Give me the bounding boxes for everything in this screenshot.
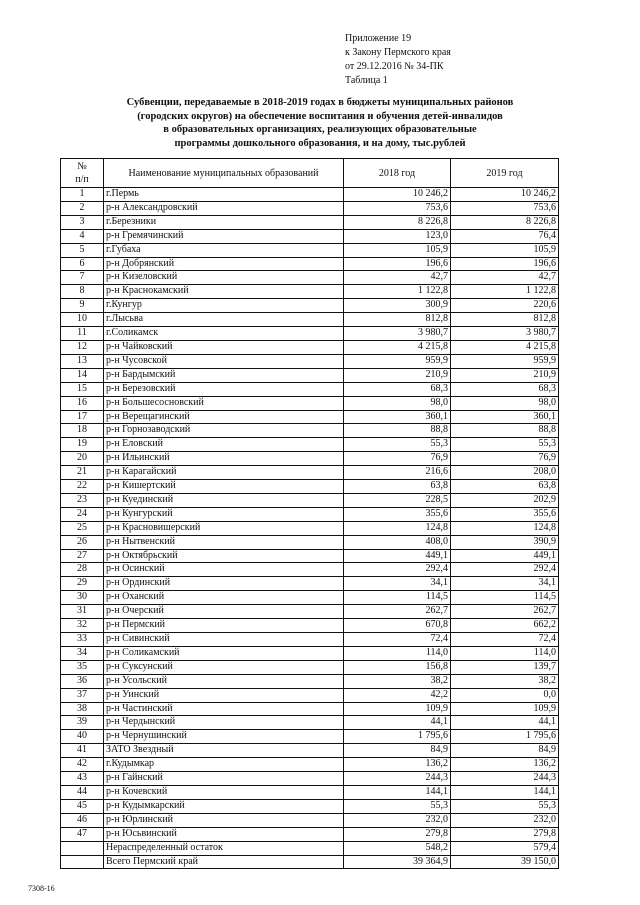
row-name: р-н Ильинский: [104, 452, 344, 466]
table-row: [61, 619, 559, 633]
row-value-2018: 39 364,9: [344, 855, 451, 869]
row-value-2018: 4 215,8: [344, 340, 451, 354]
row-number: 1: [61, 188, 104, 202]
row-name: Нераспределенный остаток: [104, 841, 344, 855]
row-value-2019: 84,9: [451, 744, 559, 758]
table-row: [61, 744, 559, 758]
row-value-2019: 38,2: [451, 674, 559, 688]
table-row: [61, 299, 559, 313]
row-value-2019: 220,6: [451, 299, 559, 313]
row-name: р-н Гайнский: [104, 772, 344, 786]
row-name: р-н Чусовской: [104, 354, 344, 368]
row-name: г.Губаха: [104, 243, 344, 257]
row-number: 40: [61, 730, 104, 744]
row-name: р-н Чердынский: [104, 716, 344, 730]
table-row: [61, 313, 559, 327]
row-value-2018: 98,0: [344, 396, 451, 410]
row-value-2019: 244,3: [451, 772, 559, 786]
row-name: Всего Пермский край: [104, 855, 344, 869]
row-name: р-н Ординский: [104, 577, 344, 591]
row-name: г.Березники: [104, 215, 344, 229]
row-name: р-н Куединский: [104, 493, 344, 507]
row-number: 23: [61, 493, 104, 507]
row-name: р-н Чайковский: [104, 340, 344, 354]
table-row: [61, 452, 559, 466]
row-name: р-н Кочевский: [104, 785, 344, 799]
row-value-2018: 105,9: [344, 243, 451, 257]
table-row: [61, 271, 559, 285]
row-value-2018: 1 122,8: [344, 285, 451, 299]
row-value-2018: 449,1: [344, 549, 451, 563]
row-value-2019: 76,9: [451, 452, 559, 466]
row-value-2018: 959,9: [344, 354, 451, 368]
row-value-2019: 105,9: [451, 243, 559, 257]
table-row: [61, 688, 559, 702]
row-value-2018: 84,9: [344, 744, 451, 758]
row-value-2018: 670,8: [344, 619, 451, 633]
table-row: [61, 660, 559, 674]
row-name: р-н Осинский: [104, 563, 344, 577]
table-row: [61, 493, 559, 507]
row-number: 3: [61, 215, 104, 229]
row-number: 17: [61, 410, 104, 424]
row-value-2019: 88,8: [451, 424, 559, 438]
table-row: [61, 382, 559, 396]
table-row: [61, 285, 559, 299]
row-name: р-н Суксунский: [104, 660, 344, 674]
document-title: [60, 96, 580, 150]
row-value-2019: 144,1: [451, 785, 559, 799]
header-num-abbr: п/п: [75, 174, 89, 185]
row-value-2019: 390,9: [451, 535, 559, 549]
row-value-2018: 753,6: [344, 201, 451, 215]
row-value-2019: 55,3: [451, 438, 559, 452]
row-value-2018: 279,8: [344, 827, 451, 841]
row-number: 16: [61, 396, 104, 410]
row-number: 29: [61, 577, 104, 591]
row-value-2018: 355,6: [344, 507, 451, 521]
row-number: 46: [61, 813, 104, 827]
row-value-2018: 300,9: [344, 299, 451, 313]
row-value-2018: 262,7: [344, 605, 451, 619]
row-value-2019: 42,7: [451, 271, 559, 285]
row-value-2018: 228,5: [344, 493, 451, 507]
row-number: 5: [61, 243, 104, 257]
row-name: р-н Еловский: [104, 438, 344, 452]
table-row: [61, 841, 559, 855]
row-name: р-н Очерский: [104, 605, 344, 619]
row-number: 31: [61, 605, 104, 619]
table-row: [61, 466, 559, 480]
table-row: [61, 480, 559, 494]
table-row: [61, 201, 559, 215]
table-row: [61, 785, 559, 799]
document-header: [345, 32, 451, 88]
header-num-symbol: №: [77, 161, 87, 172]
row-number: 28: [61, 563, 104, 577]
row-value-2018: 34,1: [344, 577, 451, 591]
row-name: р-н Оханский: [104, 591, 344, 605]
row-name: р-н Уинский: [104, 688, 344, 702]
row-name: р-н Краснокамский: [104, 285, 344, 299]
row-value-2019: 210,9: [451, 368, 559, 382]
row-value-2018: 408,0: [344, 535, 451, 549]
table-row: [61, 702, 559, 716]
row-value-2018: 63,8: [344, 480, 451, 494]
law-date: от 29.12.2016 № 34-ПК: [345, 61, 444, 72]
row-value-2019: 1 795,6: [451, 730, 559, 744]
header-name: Наименование муниципальных образований: [104, 159, 344, 188]
row-number: 41: [61, 744, 104, 758]
header-num: [61, 159, 104, 188]
law-reference: к Закону Пермского края: [345, 47, 451, 58]
row-value-2019: 4 215,8: [451, 340, 559, 354]
row-value-2019: 196,6: [451, 257, 559, 271]
row-value-2019: 959,9: [451, 354, 559, 368]
row-name: р-н Кизеловский: [104, 271, 344, 285]
row-number: 45: [61, 799, 104, 813]
row-name: р-н Нытвенский: [104, 535, 344, 549]
row-value-2018: 136,2: [344, 758, 451, 772]
row-value-2019: 124,8: [451, 521, 559, 535]
row-name: р-н Горнозаводский: [104, 424, 344, 438]
table-row: [61, 368, 559, 382]
row-name: р-н Пермский: [104, 619, 344, 633]
appendix-label: Приложение 19: [345, 33, 412, 44]
row-number: 4: [61, 229, 104, 243]
row-name: р-н Октябрьский: [104, 549, 344, 563]
row-value-2019: 109,9: [451, 702, 559, 716]
row-value-2019: 34,1: [451, 577, 559, 591]
row-number: 13: [61, 354, 104, 368]
row-value-2019: 0,0: [451, 688, 559, 702]
row-number: 30: [61, 591, 104, 605]
table-row: [61, 563, 559, 577]
row-number: 39: [61, 716, 104, 730]
row-name: р-н Верещагинский: [104, 410, 344, 424]
row-name: р-н Частинский: [104, 702, 344, 716]
row-number: 14: [61, 368, 104, 382]
row-number: 2: [61, 201, 104, 215]
row-value-2019: 753,6: [451, 201, 559, 215]
row-value-2019: 139,7: [451, 660, 559, 674]
table-row: [61, 410, 559, 424]
row-number: 34: [61, 646, 104, 660]
row-number: 9: [61, 299, 104, 313]
row-value-2018: 210,9: [344, 368, 451, 382]
row-number: 47: [61, 827, 104, 841]
title-line-2: (городских округов) на обеспечение воспитания и обучения детей-инвалидов: [137, 110, 503, 122]
title-line-1: Субвенции, передаваемые в 2018-2019 годах в бюджеты муниципальных районов: [126, 97, 514, 108]
row-value-2019: 662,2: [451, 619, 559, 633]
table-row: [61, 535, 559, 549]
row-name: р-н Юрлинский: [104, 813, 344, 827]
row-name: р-н Усольский: [104, 674, 344, 688]
row-number: 21: [61, 466, 104, 480]
row-number: 11: [61, 327, 104, 341]
row-value-2018: 123,0: [344, 229, 451, 243]
row-number: 26: [61, 535, 104, 549]
table-row: [61, 188, 559, 202]
row-value-2018: 55,3: [344, 799, 451, 813]
title-line-3: в образовательных организациях, реализующих образовательные: [163, 124, 477, 135]
row-value-2019: 8 226,8: [451, 215, 559, 229]
row-number: 38: [61, 702, 104, 716]
table-row: [61, 424, 559, 438]
row-value-2018: 3 980,7: [344, 327, 451, 341]
table-row: [61, 591, 559, 605]
table-row: [61, 215, 559, 229]
table-row: [61, 855, 559, 869]
row-name: р-н Соликамский: [104, 646, 344, 660]
row-number: 24: [61, 507, 104, 521]
table-row: [61, 605, 559, 619]
row-number: 43: [61, 772, 104, 786]
row-value-2018: 44,1: [344, 716, 451, 730]
table-row: [61, 354, 559, 368]
row-name: р-н Большесосновский: [104, 396, 344, 410]
table-row: [61, 340, 559, 354]
row-value-2018: 72,4: [344, 633, 451, 647]
row-value-2018: 124,8: [344, 521, 451, 535]
row-value-2019: 76,4: [451, 229, 559, 243]
row-value-2018: 156,8: [344, 660, 451, 674]
row-number: 12: [61, 340, 104, 354]
row-value-2019: 449,1: [451, 549, 559, 563]
row-value-2019: 98,0: [451, 396, 559, 410]
row-name: р-н Бардымский: [104, 368, 344, 382]
row-value-2019: 579,4: [451, 841, 559, 855]
row-number: 42: [61, 758, 104, 772]
table-row: [61, 327, 559, 341]
header-2018: 2018 год: [344, 159, 451, 188]
row-number: 20: [61, 452, 104, 466]
row-number: 44: [61, 785, 104, 799]
row-number: 35: [61, 660, 104, 674]
row-name: г.Кудымкар: [104, 758, 344, 772]
row-value-2019: 1 122,8: [451, 285, 559, 299]
row-value-2019: 72,4: [451, 633, 559, 647]
row-value-2019: 262,7: [451, 605, 559, 619]
row-name: г.Пермь: [104, 188, 344, 202]
row-name: р-н Сивинский: [104, 633, 344, 647]
row-value-2019: 63,8: [451, 480, 559, 494]
row-value-2018: 196,6: [344, 257, 451, 271]
row-value-2019: 355,6: [451, 507, 559, 521]
row-value-2018: 232,0: [344, 813, 451, 827]
row-number: 37: [61, 688, 104, 702]
row-number: 6: [61, 257, 104, 271]
table-row: [61, 827, 559, 841]
row-value-2019: 208,0: [451, 466, 559, 480]
row-value-2018: 360,1: [344, 410, 451, 424]
table-row: [61, 549, 559, 563]
row-number: [61, 841, 104, 855]
table-row: [61, 507, 559, 521]
row-name: р-н Карагайский: [104, 466, 344, 480]
row-value-2018: 42,7: [344, 271, 451, 285]
row-value-2018: 144,1: [344, 785, 451, 799]
table-row: [61, 799, 559, 813]
row-number: 15: [61, 382, 104, 396]
document-code: 7308-16: [28, 884, 55, 893]
row-value-2018: 114,0: [344, 646, 451, 660]
table-row: [61, 633, 559, 647]
row-name: р-н Добрянский: [104, 257, 344, 271]
table-row: [61, 813, 559, 827]
table-row: [61, 577, 559, 591]
row-value-2019: 812,8: [451, 313, 559, 327]
row-name: г.Лысьва: [104, 313, 344, 327]
row-value-2018: 292,4: [344, 563, 451, 577]
row-name: р-н Чернушинский: [104, 730, 344, 744]
row-value-2019: 68,3: [451, 382, 559, 396]
row-value-2018: 109,9: [344, 702, 451, 716]
row-value-2018: 38,2: [344, 674, 451, 688]
row-number: 25: [61, 521, 104, 535]
row-number: 32: [61, 619, 104, 633]
table-row: [61, 758, 559, 772]
row-value-2019: 44,1: [451, 716, 559, 730]
row-name: р-н Александровский: [104, 201, 344, 215]
table-row: [61, 257, 559, 271]
row-value-2019: 114,0: [451, 646, 559, 660]
title-line-4: программы дошкольного образования, и на дому, тыс.рублей: [174, 137, 466, 149]
table-row: [61, 438, 559, 452]
table-label: Таблица 1: [345, 75, 388, 86]
table-row: [61, 674, 559, 688]
table-row: [61, 521, 559, 535]
row-name: г.Кунгур: [104, 299, 344, 313]
row-number: 33: [61, 633, 104, 647]
row-name: р-н Кунгурский: [104, 507, 344, 521]
table-row: [61, 646, 559, 660]
row-value-2019: 55,3: [451, 799, 559, 813]
row-name: г.Соликамск: [104, 327, 344, 341]
row-value-2018: 88,8: [344, 424, 451, 438]
row-value-2019: 136,2: [451, 758, 559, 772]
row-value-2018: 548,2: [344, 841, 451, 855]
row-value-2019: 279,8: [451, 827, 559, 841]
row-value-2018: 216,6: [344, 466, 451, 480]
header-2019: 2019 год: [451, 159, 559, 188]
row-name: р-н Гремячинский: [104, 229, 344, 243]
row-value-2018: 114,5: [344, 591, 451, 605]
row-name: р-н Юсьвинский: [104, 827, 344, 841]
row-name: р-н Березовский: [104, 382, 344, 396]
row-value-2018: 1 795,6: [344, 730, 451, 744]
row-name: ЗАТО Звездный: [104, 744, 344, 758]
row-number: 8: [61, 285, 104, 299]
row-value-2019: 202,9: [451, 493, 559, 507]
table-row: [61, 772, 559, 786]
row-number: 22: [61, 480, 104, 494]
row-name: р-н Кудымкарский: [104, 799, 344, 813]
row-value-2018: 76,9: [344, 452, 451, 466]
row-value-2019: 292,4: [451, 563, 559, 577]
row-value-2018: 10 246,2: [344, 188, 451, 202]
row-number: 18: [61, 424, 104, 438]
table-row: [61, 716, 559, 730]
table-row: [61, 229, 559, 243]
row-value-2018: 812,8: [344, 313, 451, 327]
row-value-2018: 8 226,8: [344, 215, 451, 229]
row-value-2019: 114,5: [451, 591, 559, 605]
row-value-2018: 42,2: [344, 688, 451, 702]
table-row: [61, 243, 559, 257]
row-number: 36: [61, 674, 104, 688]
row-value-2018: 244,3: [344, 772, 451, 786]
row-value-2019: 39 150,0: [451, 855, 559, 869]
row-number: 19: [61, 438, 104, 452]
row-value-2019: 360,1: [451, 410, 559, 424]
table-row: [61, 396, 559, 410]
row-value-2019: 10 246,2: [451, 188, 559, 202]
table-header-row: [61, 159, 559, 188]
row-number: 27: [61, 549, 104, 563]
row-number: [61, 855, 104, 869]
row-number: 10: [61, 313, 104, 327]
row-number: 7: [61, 271, 104, 285]
row-name: р-н Красновишерский: [104, 521, 344, 535]
table-row: [61, 730, 559, 744]
row-value-2019: 232,0: [451, 813, 559, 827]
row-name: р-н Кишертский: [104, 480, 344, 494]
subsidy-table: [60, 158, 559, 869]
row-value-2018: 68,3: [344, 382, 451, 396]
row-value-2019: 3 980,7: [451, 327, 559, 341]
row-value-2018: 55,3: [344, 438, 451, 452]
